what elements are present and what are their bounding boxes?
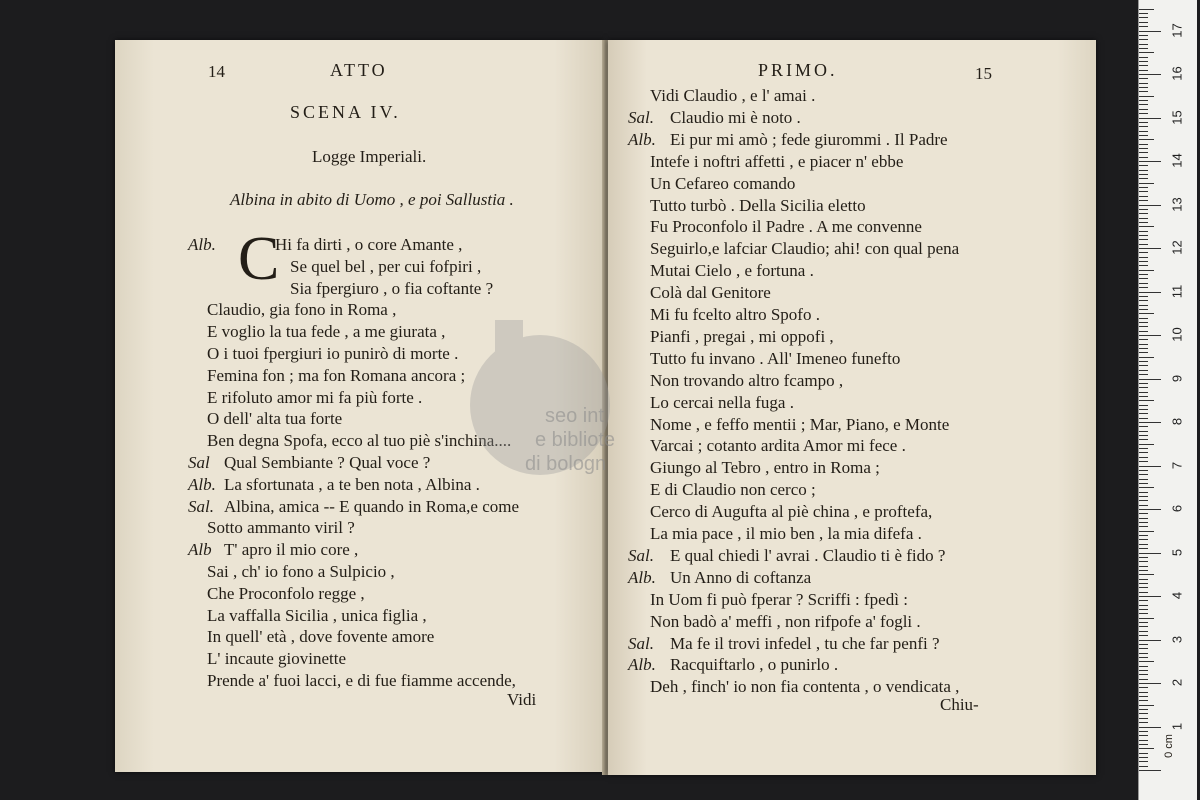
ruler-tick (1139, 596, 1161, 597)
ruler-number: 8 (1169, 417, 1185, 426)
ruler-tick (1139, 113, 1148, 114)
verse-line: La mia pace , il mio ben , la mia difefa . (650, 524, 922, 543)
ruler-unit-label: 0 cm (1162, 734, 1175, 758)
ruler-tick (1139, 605, 1148, 606)
verse-line: Ben degna Spofa, ecco al tuo piè s'inchina.... (207, 431, 512, 451)
ruler-tick (1139, 200, 1148, 201)
ruler-tick (1139, 87, 1148, 88)
ruler-tick (1139, 426, 1148, 427)
ruler-tick (1139, 439, 1148, 440)
ruler-tick (1139, 452, 1148, 453)
ruler-tick (1139, 213, 1148, 214)
running-head-right: PRIMO. (758, 60, 838, 80)
ruler-tick (1139, 383, 1148, 384)
ruler-tick (1139, 39, 1148, 40)
ruler-tick (1139, 83, 1148, 84)
verse-line: Claudio mi è noto . (670, 107, 801, 127)
ruler-tick (1139, 339, 1148, 340)
speaker-label: Sal. (628, 545, 654, 565)
ruler-tick (1139, 309, 1148, 310)
ruler-tick (1139, 274, 1148, 275)
verse-line: Sia fpergiuro , o fia coftante ? (290, 278, 494, 298)
ruler-tick (1139, 365, 1148, 366)
ruler-tick (1139, 457, 1148, 458)
ruler-tick (1139, 109, 1148, 110)
ruler-tick (1139, 535, 1148, 536)
ruler-tick (1139, 52, 1154, 53)
ruler-tick (1139, 713, 1148, 714)
ruler-tick (1139, 683, 1161, 684)
ruler-tick (1139, 313, 1154, 314)
ruler-tick (1139, 748, 1154, 749)
ruler-tick (1139, 466, 1161, 467)
speaker-label: Alb. (628, 567, 656, 587)
verse-line: E qual chiedi l' avrai . Claudio ti è fido ? (670, 545, 946, 565)
ruler-tick (1139, 640, 1161, 641)
ruler-tick (1139, 500, 1148, 501)
ruler-tick (1139, 183, 1154, 184)
ruler-tick (1139, 618, 1154, 619)
ruler-tick (1139, 635, 1148, 636)
ruler-tick (1139, 13, 1148, 14)
ruler-tick (1139, 727, 1161, 728)
ruler-tick (1139, 418, 1148, 419)
ruler-tick (1139, 122, 1148, 123)
speaker-label: Sal. (628, 107, 654, 127)
ruler-tick (1139, 48, 1148, 49)
ruler-tick (1139, 70, 1148, 71)
ruler-tick (1139, 731, 1148, 732)
verse-line: Intefe i noftri affetti , e piacer n' ebbe (650, 151, 904, 171)
ruler-tick (1139, 300, 1148, 301)
ruler-tick (1139, 248, 1161, 249)
ruler-tick (1139, 557, 1148, 558)
ruler-tick (1139, 335, 1161, 336)
speaker-label: Alb. (628, 129, 656, 149)
ruler-tick (1139, 753, 1148, 754)
ruler-tick (1139, 770, 1161, 771)
ruler-tick (1139, 413, 1148, 414)
drop-cap-letter: C (238, 225, 280, 293)
ruler-tick (1139, 139, 1154, 140)
measurement-ruler (1138, 0, 1197, 800)
ruler-tick (1139, 392, 1148, 393)
verse-line: Pianfi , pregai , mi oppofi , (650, 326, 834, 346)
verse-line: In Uom fi può fperar ? Scriffi : fpedì : (650, 589, 908, 609)
ruler-tick (1139, 357, 1154, 358)
verse-line: O dell' alta tua forte (207, 409, 343, 429)
verse-line: T' apro il mio core , (224, 540, 359, 560)
catchword-left: Vidi (507, 690, 537, 709)
ruler-tick (1139, 91, 1148, 92)
ruler-number: 10 (1169, 327, 1185, 342)
ruler-number: 16 (1169, 66, 1185, 81)
verse-line: Non badò a' meffi , non rifpofe a' fogli . (650, 611, 921, 631)
ruler-tick (1139, 396, 1148, 397)
catchword-right: Chiu- (940, 695, 979, 714)
ruler-tick (1139, 265, 1148, 266)
ruler-tick (1139, 205, 1161, 206)
ruler-tick (1139, 74, 1161, 75)
verse-line: Sai , ch' io fono a Sulpicio , (207, 562, 395, 581)
ruler-tick (1139, 653, 1148, 654)
ruler-tick (1139, 479, 1148, 480)
ruler-tick (1139, 165, 1148, 166)
ruler-tick (1139, 157, 1148, 158)
ruler-number: 17 (1169, 22, 1185, 38)
speaker-label: Alb. (188, 235, 216, 254)
ruler-tick (1139, 718, 1148, 719)
ruler-tick (1139, 296, 1148, 297)
verse-line: Che Proconfolo regge , (207, 583, 365, 603)
ruler-tick (1139, 566, 1148, 567)
page-number-right: 15 (975, 64, 992, 83)
verse-line: Ei pur mi amò ; fede giurommi . Il Padre (670, 129, 948, 149)
ruler-tick (1139, 483, 1148, 484)
verse-line: In quell' età , dove fovente amore (207, 627, 435, 647)
ruler-tick (1139, 22, 1148, 23)
verse-line: Se quel bel , per cui fofpiri , (290, 256, 482, 276)
verse-line: E voglio la tua fede , a me giurata , (207, 322, 446, 342)
ruler-tick (1139, 496, 1148, 497)
ruler-number: 15 (1169, 109, 1185, 125)
ruler-tick (1139, 561, 1148, 562)
verse-line: Vidi Claudio , e l' amai . (650, 86, 816, 105)
ruler-tick (1139, 196, 1148, 197)
ruler-tick (1139, 57, 1148, 58)
ruler-tick (1139, 513, 1148, 514)
ruler-tick (1139, 131, 1148, 132)
ruler-tick (1139, 96, 1154, 97)
verse-line: E rifoluto amor mi fa più forte . (207, 387, 423, 407)
watermark-text-line: seo int (545, 405, 604, 427)
ruler-tick (1139, 400, 1154, 401)
ruler-tick (1139, 235, 1148, 236)
verse-line: Mutai Cielo , e fortuna . (650, 261, 814, 281)
ruler-tick (1139, 170, 1148, 171)
ruler-tick (1139, 626, 1148, 627)
ruler-tick (1139, 744, 1148, 745)
ruler-tick (1139, 148, 1148, 149)
verse-line: Tutto turbò . Della Sicilia eletto (650, 195, 866, 215)
ruler-tick (1139, 766, 1148, 767)
ruler-tick (1139, 570, 1148, 571)
speaker-label: Alb. (188, 474, 216, 494)
ruler-tick (1139, 631, 1148, 632)
ruler-tick (1139, 666, 1148, 667)
speaker-label: Sal. (188, 496, 214, 516)
ruler-tick (1139, 579, 1148, 580)
ruler-tick (1139, 670, 1148, 671)
ruler-tick (1139, 613, 1148, 614)
ruler-tick (1139, 226, 1154, 227)
ruler-tick (1139, 487, 1154, 488)
ruler-tick (1139, 587, 1148, 588)
ruler-number: 14 (1169, 153, 1185, 168)
ruler-tick (1139, 431, 1148, 432)
ruler-tick (1139, 104, 1148, 105)
character-list: Albina in abito di Uomo , e poi Sallustia . (230, 190, 514, 209)
ruler-tick (1139, 191, 1148, 192)
ruler-number: 7 (1169, 461, 1185, 469)
ruler-tick (1139, 326, 1148, 327)
speaker-label: Sal. (628, 633, 654, 653)
ruler-tick (1139, 244, 1148, 245)
ruler-tick (1139, 539, 1148, 540)
ruler-tick (1139, 757, 1148, 758)
ruler-tick (1139, 152, 1148, 153)
ruler-tick (1139, 661, 1154, 662)
ruler-tick (1139, 65, 1148, 66)
verse-line: O i tuoi fpergiuri io punirò di morte . (207, 344, 459, 363)
verse-line: Prende a' fuoi lacci, e di fue fiamme accende, (207, 671, 516, 690)
ruler-tick (1139, 470, 1148, 471)
ruler-tick (1139, 474, 1148, 475)
ruler-tick (1139, 505, 1148, 506)
ruler-tick (1139, 374, 1148, 375)
ruler-tick (1139, 352, 1148, 353)
verse-line: Un Cefareo comando (650, 173, 796, 193)
ruler-tick (1139, 657, 1148, 658)
ruler-tick (1139, 126, 1148, 127)
ruler-tick (1139, 674, 1148, 675)
ruler-tick (1139, 687, 1148, 688)
ruler-tick (1139, 609, 1148, 610)
running-head-left: ATTO (330, 60, 388, 80)
ruler-tick (1139, 761, 1148, 762)
watermark-text-line: di bologn (525, 453, 607, 475)
ruler-number: 1 (1169, 722, 1185, 730)
verse-line: Racquiftarlo , o punirlo . (670, 655, 839, 675)
ruler-tick (1139, 118, 1161, 119)
ruler-tick (1139, 518, 1148, 519)
ruler-tick (1139, 548, 1148, 549)
verse-line: Varcai ; cotanto ardita Amor mi fece . (650, 436, 906, 456)
ruler-tick (1139, 387, 1148, 388)
ruler-tick (1139, 405, 1148, 406)
verse-line: Lo cercai nella fuga . (650, 392, 794, 412)
ruler-tick (1139, 322, 1148, 323)
ruler-tick (1139, 174, 1148, 175)
ruler-tick (1139, 544, 1148, 545)
verse-line: Sotto ammanto viril ? (207, 518, 355, 538)
ruler-tick (1139, 161, 1161, 162)
verse-line: Mi fu fcelto altro Spofo . (650, 305, 820, 324)
speaker-label: Alb. (628, 655, 656, 675)
ruler-tick (1139, 492, 1148, 493)
ruler-tick (1139, 709, 1148, 710)
ruler-number: 2 (1169, 678, 1185, 687)
ruler-tick (1139, 444, 1154, 445)
ruler-tick (1139, 209, 1148, 210)
ruler-tick (1139, 370, 1148, 371)
scene-setting: Logge Imperiali. (312, 147, 427, 166)
verse-line: Hi fa dirti , o core Amante , (275, 235, 463, 254)
scene-heading: SCENA IV. (290, 102, 401, 122)
ruler-tick (1139, 379, 1161, 380)
watermark-text-line: e bibliote (535, 429, 616, 451)
ruler-tick (1139, 100, 1148, 101)
ruler-tick (1139, 292, 1161, 293)
ruler-number: 12 (1169, 240, 1185, 255)
ruler-tick (1139, 448, 1148, 449)
ruler-number: 4 (1169, 591, 1185, 600)
verse-line: Tutto fu invano . All' Imeneo funefto (650, 348, 901, 368)
ruler-tick (1139, 287, 1148, 288)
ruler-tick (1139, 239, 1148, 240)
ruler-tick (1139, 648, 1148, 649)
ruler-tick (1139, 305, 1148, 306)
ruler-tick (1139, 318, 1148, 319)
ruler-tick (1139, 135, 1148, 136)
verse-line: Un Anno di coftanza (670, 567, 812, 587)
ruler-tick (1139, 61, 1148, 62)
ruler-tick (1139, 348, 1148, 349)
ruler-tick (1139, 522, 1148, 523)
ruler-tick (1139, 700, 1148, 701)
ruler-number: 13 (1169, 196, 1185, 212)
ruler-tick (1139, 344, 1148, 345)
ruler-tick (1139, 283, 1148, 284)
verse-line: Ma fe il trovi infedel , tu che far penfi ? (670, 633, 940, 653)
ruler-number: 5 (1169, 548, 1185, 556)
ruler-tick (1139, 17, 1148, 18)
ruler-tick (1139, 422, 1161, 423)
ruler-number: 3 (1169, 635, 1185, 643)
ruler-tick (1139, 740, 1148, 741)
verse-line: Nome , e feffo mentii ; Mar, Piano, e Monte (650, 414, 950, 434)
verse-line: Qual Sembiante ? Qual voce ? (224, 453, 431, 472)
verse-line: Claudio, gia fono in Roma , (207, 300, 397, 320)
ruler-tick (1139, 409, 1148, 410)
ruler-tick (1139, 592, 1148, 593)
page-number-left: 14 (208, 62, 225, 81)
verse-line: L' incaute giovinette (207, 649, 347, 669)
verse-line: Fu Proconfolo il Padre . A me convenne (650, 217, 922, 237)
ruler-tick (1139, 722, 1148, 723)
ruler-tick (1139, 553, 1161, 554)
verse-line: Cerco di Augufta al piè china , e proftefa, (650, 502, 933, 522)
ruler-tick (1139, 78, 1148, 79)
ruler-tick (1139, 26, 1148, 27)
ruler-tick (1139, 35, 1148, 36)
ruler-number: 6 (1169, 504, 1185, 513)
ruler-tick (1139, 435, 1148, 436)
speaker-label: Alb (188, 540, 212, 560)
ruler-tick (1139, 574, 1154, 575)
ruler-tick (1139, 252, 1148, 253)
ruler-tick (1139, 257, 1148, 258)
ruler-tick (1139, 509, 1161, 510)
verse-line: Albina, amica -- E quando in Roma,e come (224, 496, 520, 516)
verse-line: Deh , finch' io non fia contenta , o vendicata , (650, 677, 960, 697)
verse-line: La vaffalla Sicilia , unica figlia , (207, 605, 427, 625)
ruler-tick (1139, 278, 1148, 279)
verse-line: Colà dal Genitore (650, 283, 771, 303)
ruler-tick (1139, 692, 1148, 693)
verse-line: La sfortunata , a te ben nota , Albina . (224, 474, 480, 494)
ruler-tick (1139, 526, 1148, 527)
ruler-tick (1139, 178, 1148, 179)
verse-line: Femina fon ; ma fon Romana ancora ; (207, 365, 466, 385)
ruler-tick (1139, 622, 1148, 623)
ruler-tick (1139, 218, 1148, 219)
ruler-number: 9 (1169, 374, 1185, 382)
ruler-tick (1139, 261, 1148, 262)
ruler-tick (1139, 531, 1154, 532)
ruler-tick (1139, 461, 1148, 462)
ruler-tick (1139, 44, 1148, 45)
ruler-tick (1139, 144, 1148, 145)
verse-line: E di Claudio non cerco ; (650, 480, 816, 500)
ruler-tick (1139, 705, 1154, 706)
ruler-tick (1139, 222, 1148, 223)
ruler-tick (1139, 361, 1148, 362)
ruler-tick (1139, 270, 1154, 271)
ruler-tick (1139, 583, 1148, 584)
ruler-tick (1139, 600, 1148, 601)
verse-line: Giungo al Tebro , entro in Roma ; (650, 458, 880, 478)
verse-line: Non trovando altro fcampo , (650, 370, 844, 390)
ruler-tick (1139, 9, 1154, 10)
ruler-number: 11 (1169, 284, 1185, 298)
ruler-tick (1139, 735, 1148, 736)
ruler-tick (1139, 696, 1148, 697)
ruler-tick (1139, 187, 1148, 188)
ruler-tick (1139, 231, 1148, 232)
ruler-tick (1139, 644, 1148, 645)
verse-line: Seguirlo,e lafciar Claudio; ahi! con qual pena (650, 239, 960, 259)
ruler-tick (1139, 331, 1148, 332)
speaker-label: Sal (188, 453, 210, 472)
ruler-tick (1139, 31, 1161, 32)
ruler-tick (1139, 679, 1148, 680)
